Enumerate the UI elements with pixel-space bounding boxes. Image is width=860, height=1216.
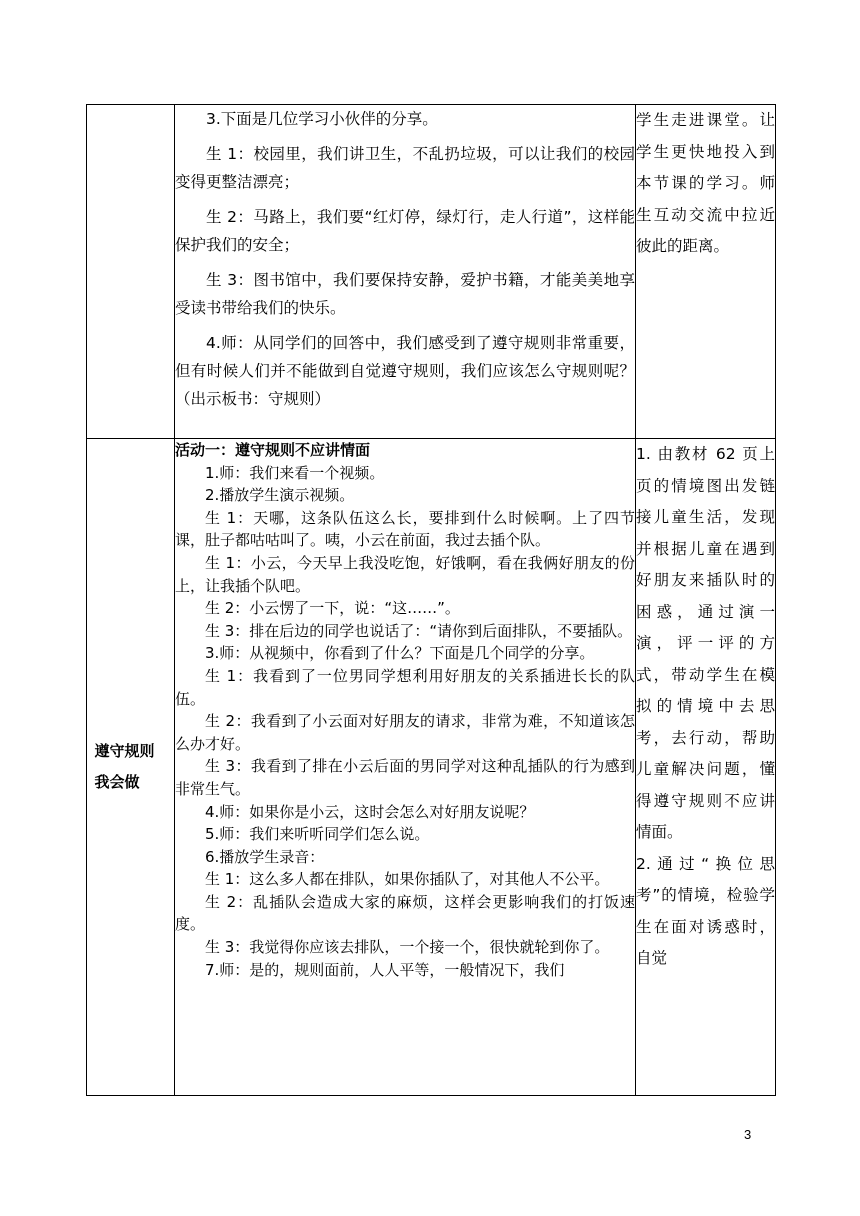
paragraph: 生 3：我看到了排在小云后面的男同学对这种乱插队的行为感到非常生气。 [175, 757, 635, 798]
paragraph: 2.播放学生演示视频。 [205, 486, 355, 505]
paragraph: 5.师：我们来听听同学们怎么说。 [205, 825, 430, 844]
section-cell [87, 439, 175, 1096]
section-title: 遵守规则我会做 [94, 742, 155, 791]
design-intent-text: 学生走进课堂。让学生更快地投入到本节课的学习。师生互动交流中拉近彼此的距离。 [636, 111, 775, 255]
table-row [87, 105, 776, 439]
paragraph: 6.播放学生录音： [205, 847, 325, 866]
section-cell [87, 105, 175, 439]
lesson-plan-table [86, 104, 776, 1096]
paragraph: 4.师：如果你是小云，这时会怎么对好朋友说呢？ [205, 802, 535, 821]
paragraph: 4.师：从同学们的回答中，我们感受到了遵守规则非常重要，但有时候人们并不能做到自觉遵守规则，我们应该怎么守规则呢？（出示板书：守规则） [175, 334, 635, 408]
design-intent-text: 1. 由教材 62 页上页的情境图出发链接儿童生活，发现并根据儿童在遇到好朋友来插队时的困惑，通过演一演，评一评的方式，带动学生在模拟的情境中去思考，去行动，帮助儿童解决问题，懂得遵守规则不应讲情面。 [636, 445, 775, 841]
paragraph: 生 2：乱插队会造成大家的麻烦，这样会更影响我们的打饭速度。 [175, 892, 635, 934]
paragraph: 生 1：天哪，这条队伍这么长，要排到什么时候啊。上了四节课，肚子都咕咕叫了。咦，小云在前面，我过去插个队。 [175, 508, 635, 550]
paragraph: 3.下面是几位学习小伙伴的分享。 [206, 110, 438, 128]
procedure-cell [175, 439, 636, 1096]
paragraph: 7.师：是的，规则面前，人人平等，一般情况下，我们 [205, 960, 565, 979]
procedure-cell [175, 105, 636, 439]
paragraph: 1.师：我们来看一个视频。 [205, 463, 385, 482]
paragraph: 生 1：校园里，我们讲卫生，不乱扔垃圾，可以让我们的校园变得更整洁漂亮； [175, 145, 635, 191]
design-intent-text: 2.通过“换位思考”的情境，检验学生在面对诱惑时，自觉 [636, 854, 775, 967]
table-row [87, 439, 776, 1096]
paragraph: 生 1：我看到了一位男同学想利用好朋友的关系插进长长的队伍。 [175, 666, 635, 708]
paragraph: 生 1：这么多人都在排队，如果你插队了，对其他人不公平。 [205, 870, 610, 889]
paragraph: 生 1：小云，今天早上我没吃饱，好饿啊，看在我俩好朋友的份上，让我插个队吧。 [175, 553, 635, 595]
paragraph: 生 2：我看到了小云面对好朋友的请求，非常为难，不知道该怎么办才好。 [175, 712, 635, 753]
paragraph: 生 3：排在后边的同学也说话了：“请你到后面排队，不要插队。 [205, 621, 633, 640]
page-number: 3 [744, 1127, 752, 1142]
paragraph: 生 3：图书馆中，我们要保持安静，爱护书籍，才能美美地享受读书带给我们的快乐。 [175, 271, 635, 317]
design-intent-cell [636, 439, 776, 1096]
paragraph: 3.师：从视频中，你看到了什么？下面是几个同学的分享。 [205, 644, 595, 663]
activity-title: 活动一：遵守规则不应讲情面 [175, 441, 371, 459]
paragraph: 生 2：马路上，我们要“红灯停，绿灯行，走人行道”，这样能保护我们的安全； [175, 208, 635, 254]
paragraph: 生 2：小云愣了一下，说：“这……”。 [205, 599, 460, 618]
paragraph: 生 3：我觉得你应该去排队，一个接一个，很快就轮到你了。 [205, 938, 610, 957]
design-intent-cell [636, 105, 776, 439]
